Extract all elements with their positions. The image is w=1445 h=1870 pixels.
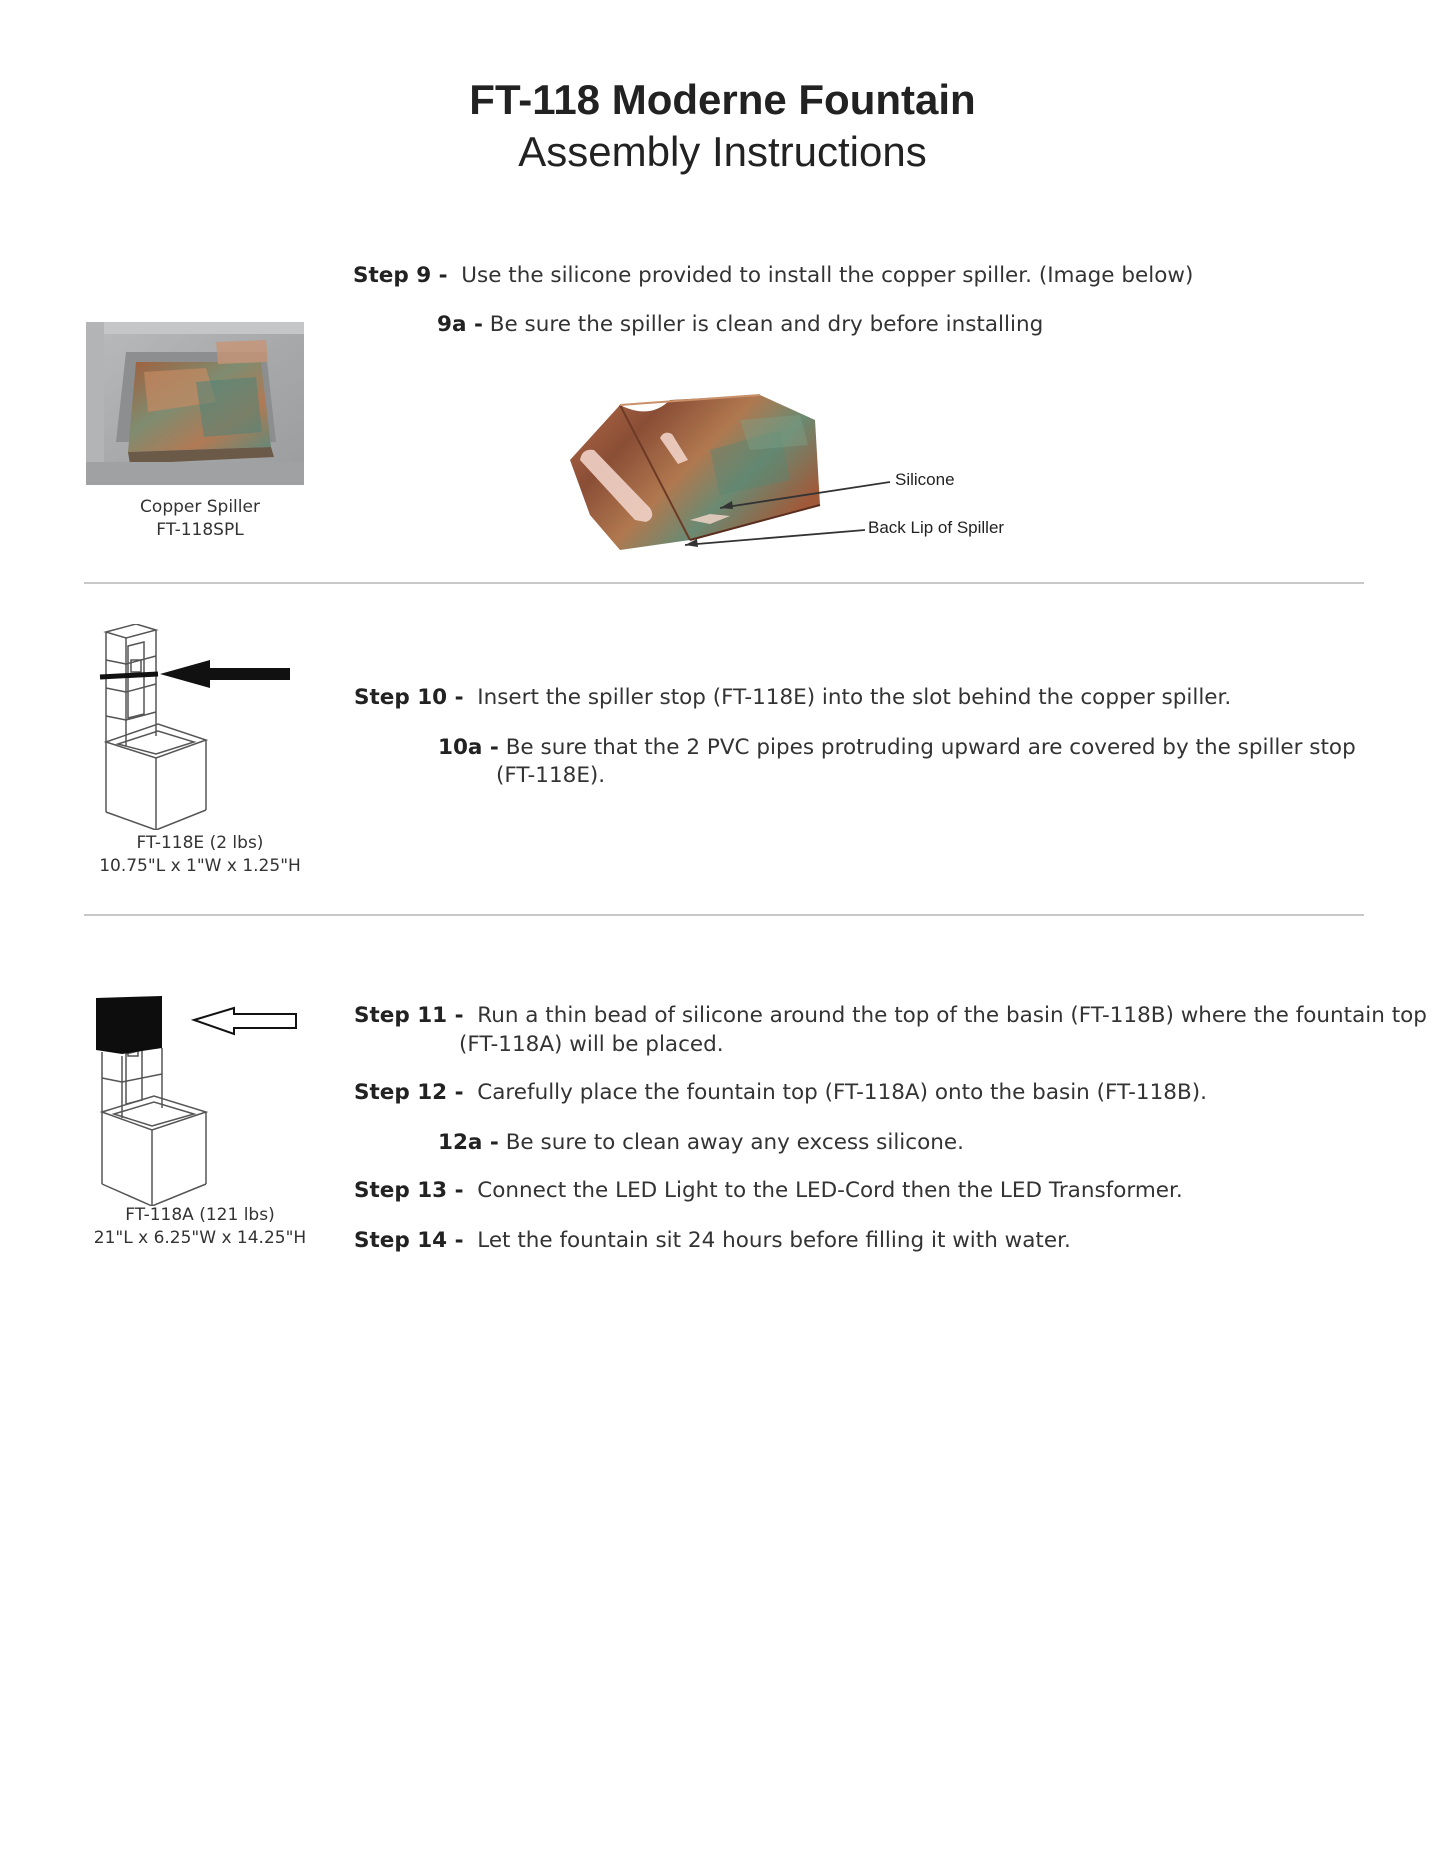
step-14 <box>354 1226 1071 1256</box>
step-10a-text-continued: (FT-118E). <box>496 763 606 788</box>
step-12-text: Carefully place the fountain top (FT-118A) onto the basin (FT-118B). <box>477 1080 1207 1105</box>
step-12 <box>354 1078 1207 1108</box>
silicone-callout-label: Silicone <box>895 470 955 489</box>
step-10a-continued <box>496 761 605 791</box>
step-12a-label: 12a - <box>438 1130 499 1155</box>
step-9a-label: 9a - <box>437 312 483 337</box>
step-10a <box>438 733 1356 763</box>
caption-line: 21"L x 6.25"W x 14.25"H <box>93 1228 307 1248</box>
arrow-left-icon <box>160 660 290 688</box>
step-11 <box>354 1001 1427 1031</box>
step-13 <box>354 1176 1183 1206</box>
caption-line: 10.75"L x 1"W x 1.25"H <box>99 856 301 876</box>
page-title: FT-118 Moderne Fountain <box>469 76 976 123</box>
fountain-top-caption <box>80 1204 320 1250</box>
step-11-continued <box>459 1030 724 1060</box>
step-13-label: Step 13 - <box>354 1178 464 1203</box>
step-11-label: Step 11 - <box>354 1003 464 1028</box>
step-9-text: Use the silicone provided to install the copper spiller. (Image below) <box>461 263 1194 288</box>
page-subtitle: Assembly Instructions <box>518 128 927 175</box>
step-10-label: Step 10 - <box>354 685 464 710</box>
section-divider <box>84 582 1364 584</box>
step-12-label: Step 12 - <box>354 1080 464 1105</box>
step-9-label: Step 9 - <box>353 263 448 288</box>
step-13-text: Connect the LED Light to the LED-Cord then the LED Transformer. <box>477 1178 1183 1203</box>
step-9a-text: Be sure the spiller is clean and dry before installing <box>489 312 1044 337</box>
step-10a-label: 10a - <box>438 735 499 760</box>
step-10 <box>354 683 1231 713</box>
step-14-label: Step 14 - <box>354 1228 464 1253</box>
fountain-top-diagram <box>94 994 304 1206</box>
copper-spiller-icon <box>570 395 820 550</box>
step-14-text: Let the fountain sit 24 hours before filling it with water. <box>477 1228 1071 1253</box>
step-9a <box>437 310 1043 340</box>
step-11-text: Run a thin bead of silicone around the top of the basin (FT-118B) where the fountain top <box>477 1003 1427 1028</box>
copper-spiller-photo <box>86 322 304 485</box>
step-12a <box>438 1128 964 1158</box>
section-divider <box>84 914 1364 916</box>
copper-spiller-caption <box>100 496 300 542</box>
back-lip-callout-label: Back Lip of Spiller <box>868 518 1005 537</box>
caption-line: FT-118E (2 lbs) <box>136 833 264 853</box>
caption-line: FT-118SPL <box>156 520 244 540</box>
step-10-text: Insert the spiller stop (FT-118E) into the slot behind the copper spiller. <box>477 685 1232 710</box>
step-10a-text: Be sure that the 2 PVC pipes protruding upward are covered by the spiller stop <box>505 735 1356 760</box>
spiller-stop-caption <box>80 832 320 878</box>
spiller-stop-diagram <box>98 624 298 830</box>
step-12a-text: Be sure to clean away any excess silicone. <box>505 1130 964 1155</box>
caption-line: Copper Spiller <box>140 497 260 517</box>
step-11-text-continued: (FT-118A) will be placed. <box>459 1032 724 1057</box>
step-9 <box>353 261 1193 291</box>
caption-line: FT-118A (121 lbs) <box>125 1205 275 1225</box>
outline-arrow-left-icon <box>194 1008 296 1034</box>
